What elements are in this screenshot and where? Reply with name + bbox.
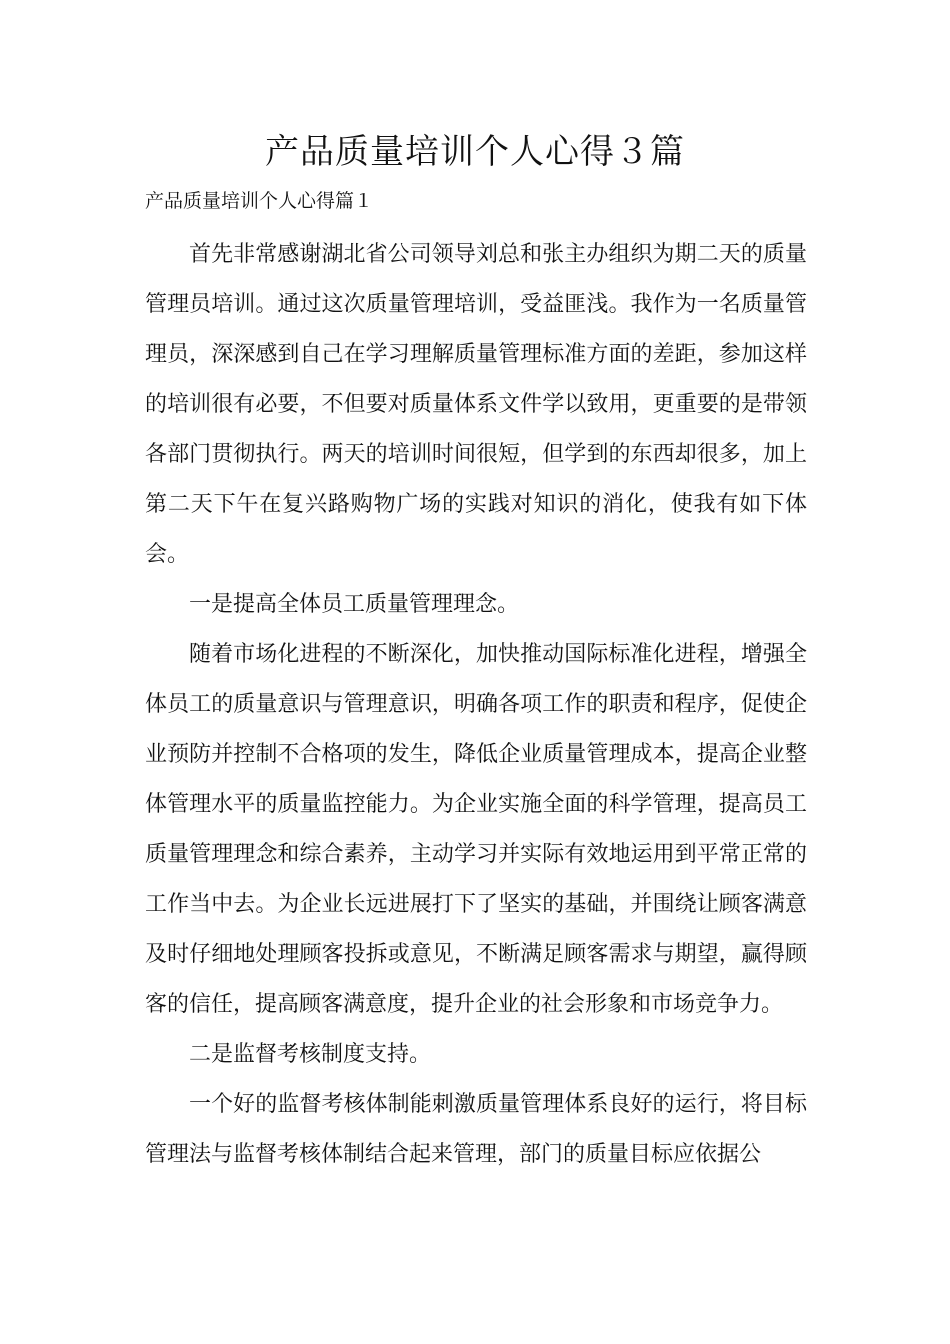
- paragraph-point-one-detail: 随着市场化进程的不断深化，加快推动国际标准化进程，增强全体员工的质量意识与管理意识，明确各项工作的职责和程序，促使企业预防并控制不合格项的发生，降低企业质量管理成本，提高企业整体管理水平的质量监控能力。为企业实施全面的科学管理，提高员工质量管理理念和综合素养，主动学习并实际有效地运用到平常正常的工作当中去。为企业长远进展打下了坚实的基础，并围绕让顾客满意及时仔细地处理顾客投拆或意见，不断满足顾客需求与期望，赢得顾客的信任，提高顾客满意度，提升企业的社会形象和市场竞争力。: [145, 642, 807, 1017]
- paragraph-intro: 首先非常感谢湖北省公司领导刘总和张主办组织为期二天的质量管理员培训。通过这次质量管理培训，受益匪浅。我作为一名质量管理员，深深感到自己在学习理解质量管理标准方面的差距，参加这样的培训很有必要，不但要对质量体系文件学以致用，更重要的是带领各部门贯彻执行。两天的培训时间很短，但学到的东西却很多，加上第二天下午在复兴路购物广场的实践对知识的消化，使我有如下体会。: [145, 242, 807, 567]
- paragraph-point-one: 一是提高全体员工质量管理理念。: [189, 592, 520, 617]
- document-title: 产品质量培训个人心得３篇: [265, 132, 685, 172]
- section-heading: 产品质量培训个人心得篇１: [145, 190, 374, 212]
- paragraph-point-two-detail: 一个好的监督考核体制能刺激质量管理体系良好的运行，将目标管理法与监督考核体制结合起来管理，部门的质量目标应依据公: [145, 1092, 807, 1167]
- document-body: [145, 230, 807, 1180]
- paragraph-point-two: 二是监督考核制度支持。: [189, 1042, 432, 1067]
